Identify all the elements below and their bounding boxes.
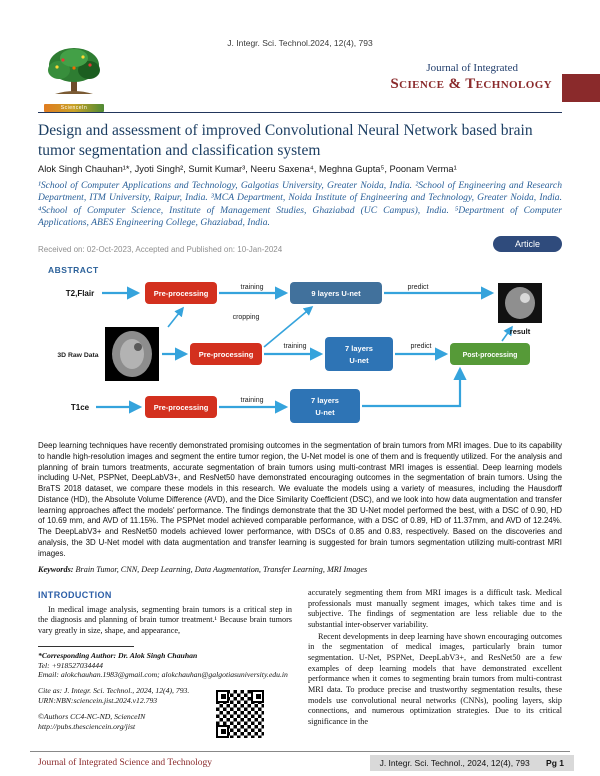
predict-label-1: predict [407, 284, 429, 291]
unet9-label: 9 layers U-net [311, 289, 361, 298]
tree-logo-icon [45, 46, 103, 98]
intro-paragraph-3: Recent developments in deep learning have shown encouraging outcomes in the segmentation of medical images, particularly brain tumor segmentation. U-Net, PSPNet, DeepLabV3+, and ResNet50 are a few examples of deep learning models that have demonstrated excellent performance when it comes to segmenting brain tumors from multi-contrast MRI data. To produce precise and trustworthy segmentation results, these models use convolutional neural networks (CNNs), pooling layers, skip connections, and numerous optimization strategies. Due to its critical significance in the [308, 631, 562, 726]
header-maroon-block [562, 74, 600, 102]
corresponding-author-block [38, 651, 292, 681]
cropping-arrow [168, 308, 183, 327]
running-head-citation: J. Integr. Sci. Technol.2024, 12(4), 793 [227, 38, 373, 48]
journal-name-top: Journal of Integrated [426, 62, 518, 74]
body-columns [38, 588, 562, 738]
copyright: ©Authors CC4-NC-ND, ScienceIN [38, 711, 146, 721]
keywords-text: Brain Tumor, CNN, Deep Learning, Data Augmentation, Transfer Learning, MRI Images [75, 565, 368, 575]
input-label-t2flair: T2,Flair [65, 289, 95, 298]
keywords-label: Keywords: [38, 565, 74, 575]
publisher-logo [44, 46, 104, 112]
header-divider [38, 112, 562, 113]
footer-page-number: Pg 1 [546, 758, 564, 768]
training-label-2: training [283, 343, 307, 350]
publisher-url[interactable]: http://pubs.thesciencein.org/jist [38, 721, 136, 731]
corresponding-author: *Corresponding Author: Dr. Alok Singh Chauhan [38, 650, 198, 660]
intro-paragraph-1: In medical image analysis, segmenting brain tumors is a critical step in the diagnosis and planning of brain tumor treatment.¹ Because brain tumors vary greatly in size, shape, and appearance, [38, 604, 292, 635]
footer-journal-name: Journal of Integrated Science and Technology [38, 758, 213, 768]
qr-code [216, 690, 264, 738]
left-column [38, 588, 292, 738]
preprocessing-label-3: Pre-processing [153, 403, 209, 412]
postprocessing-label: Post-processing [462, 352, 518, 359]
unet7-box-1 [325, 337, 393, 371]
footer-citation-box [370, 755, 574, 771]
result-tumor-highlight [520, 293, 530, 303]
affiliations: ¹School of Computer Applications and Technology, Galgotias University, Greater Noida, India. ²School of Engineering and Research Department, ITM University, Raipur, India. ³MCA Department, Noida Institute of Engineering and Technology, Greater Noida, India. ⁴School of Computer Science, Institute of Management Studies, Ghaziabad (UC Campus), India. ⁵Department of Computer Applications, ABES Engineering College, Ghaziabad, India. [38, 180, 562, 229]
footer-citation: J. Integr. Sci. Technol., 2024, 12(4), 793 [379, 758, 530, 768]
abstract-text: Deep learning techniques have recently demonstrated promising outcomes in the segmentation of brain tumors from MRI images. Due to its capability to handle high-resolution images and segment the entire tumor region, the U-Net model is one of them and is frequently utilized. For the analysis and planning of brain tumors treatments, accurate segmentation of brain tumors using multi-contrast MRI images is essential. Deep learning models including U-Net, PSPNet, DeepLabV3+, and ResNet50 have demonstrated encouraging outcomes in the segmentation of brain tumors. Using the BraTS 2018 dataset, we compare these models in this research. We evaluate the models using a variety of measures, including the Hausdorff Distance (HD), the Absolute Volume Difference (AVD), and the Dice Similarity Coefficient (DSC), and we look into how data augmentation and transfer learning approaches affect the models' performance. The findings demonstrate that the 3D U-Net model performed the best, with a DSC of 0.90, HD of 10.69 mm, and AVD of 11.15%. The PSPNet model achieved comparable performance, with a DSC of 0.89, HD of 11.37mm, and AVD of 12.24%. The DeepLabV3+ and ResNet50 models achieved lower performance, with DSCs of 0.85 and 0.83, respectively. Based on the discoveries and analysis, the 3D U-Net model with data augmentation and transfer learning is suggested for brain tumors segmentation utilizing multi-contrast MRI images. [38, 441, 562, 558]
training-label-3: training [240, 397, 264, 404]
arrow [264, 307, 312, 347]
article-type-badge: Article [493, 236, 562, 252]
unet7-label-1a: 7 layers [345, 344, 373, 353]
footnote-divider [38, 646, 134, 647]
qr-finder-icon [216, 725, 229, 738]
input-label-t1ce: T1ce [70, 403, 90, 412]
result-label: result [509, 327, 531, 336]
mri-tumor-spot [134, 343, 142, 351]
flowchart-figure [50, 277, 555, 437]
right-column [308, 588, 562, 738]
urn: URN:NBN:sciencein.jist.2024.v12.793 [38, 696, 158, 706]
preprocessing-label-1: Pre-processing [153, 289, 209, 298]
received-dates: Received on: 02-Oct-2023, Accepted and Published on: 10-Jan-2024 [38, 245, 283, 254]
article-title: Design and assessment of improved Convolutional Neural Network based brain tumor segmentation and classification system [38, 122, 533, 159]
footnote-block [38, 646, 292, 732]
logo-caption: ScienceIn [44, 104, 104, 112]
journal-name-bottom: Science & Technology [390, 76, 552, 92]
abstract-heading: ABSTRACT [48, 265, 99, 275]
unet7-label-2a: 7 layers [311, 396, 339, 405]
intro-paragraph-2: accurately segmenting them from MRI images is a difficult task. Medical professionals must manually segment images, which takes time and is subjective. The findings of segmentation are less reliable due to the substantial inter-observer variability. [308, 588, 562, 629]
author-tel: Tel: +918527034444 [38, 660, 103, 670]
result-brain-shape [505, 287, 535, 319]
preprocessing-label-2: Pre-processing [198, 350, 254, 359]
introduction-heading: INTRODUCTION [38, 590, 112, 600]
raw-data-label: 3D Raw Data [57, 352, 99, 359]
abstract-section [38, 441, 562, 575]
author-list: Alok Singh Chauhan¹*, Jyoti Singh², Sumit Kumar³, Neeru Saxena⁴, Meghna Gupta⁵, Poonam Verma¹ [38, 164, 457, 174]
footer-divider [30, 751, 570, 752]
qr-finder-icon [216, 690, 229, 703]
unet7-box-2 [290, 389, 360, 423]
keywords-line [38, 564, 562, 575]
training-label-1: training [240, 284, 264, 291]
cropping-label: cropping [232, 314, 260, 321]
cite-as: Cite as: J. Integr. Sci. Technol., 2024, 12(4), 793. [38, 686, 190, 696]
arrow [362, 369, 460, 406]
unet7-label-2b: U-net [315, 408, 335, 417]
qr-finder-icon [251, 690, 264, 703]
author-email[interactable]: Email: alokchauhan.1983@gmail.com; alokchauhan@galgotiasuniversity.edu.in [38, 670, 288, 680]
mri-brain-inner [120, 339, 144, 369]
predict-label-2: predict [410, 343, 432, 350]
unet7-label-1b: U-net [349, 356, 369, 365]
